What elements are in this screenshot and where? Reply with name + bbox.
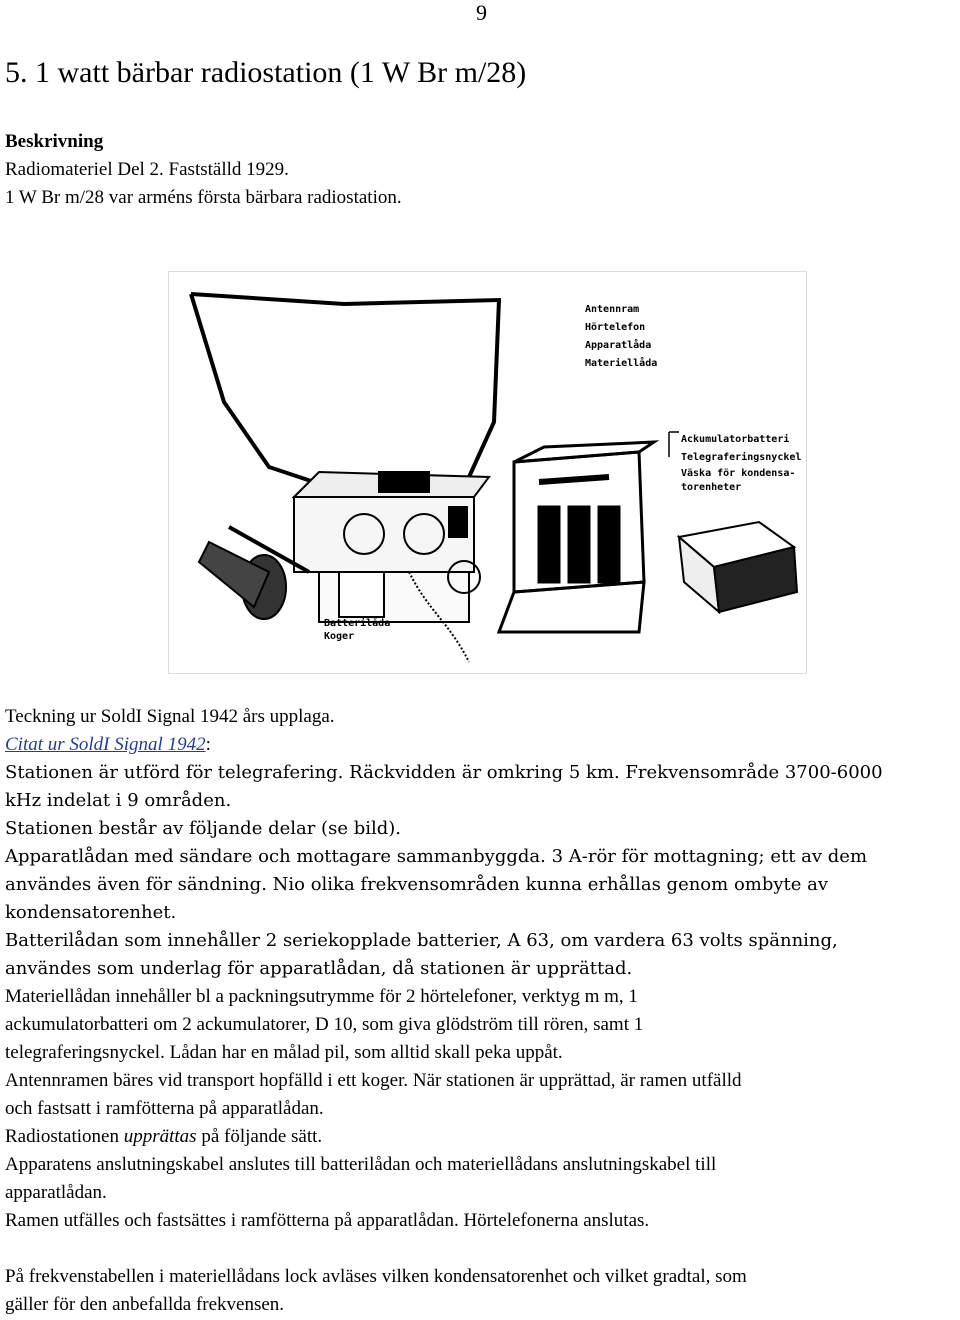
label-ackumulatorbatteri: Ackumulatorbatteri bbox=[681, 434, 790, 445]
citation-suffix: : bbox=[205, 734, 211, 755]
figure-labels-bottom bbox=[324, 616, 390, 642]
capacitor-bag-drawing bbox=[679, 522, 797, 612]
label-torenheter: torenheter bbox=[681, 482, 742, 493]
para-2: Stationen består av följande delar (se bild). bbox=[5, 818, 401, 839]
radio-station-drawing bbox=[169, 272, 806, 673]
description-line-1: Radiomateriel Del 2. Fastställd 1929. bbox=[5, 159, 289, 180]
para-6-a: Antennramen bäres vid transport hopfälld i ett koger. När stationen är upprättad, är ramen utfälld bbox=[5, 1070, 742, 1091]
para-3-c: kondensatorenhet. bbox=[5, 902, 177, 923]
para-5-b: ackumulatorbatteri om 2 ackumulatorer, D 10, som giva glödström till rören, samt 1 bbox=[5, 1014, 644, 1035]
label-koger: Koger bbox=[324, 631, 355, 642]
apparatus-box-drawing bbox=[294, 472, 489, 572]
para-10-a: På frekvenstabellen i materiellådans lock avläses vilken kondensatorenhet och vilket gradtal, som bbox=[5, 1266, 747, 1287]
para-5-c: telegraferingsnyckel. Lådan har en målad pil, som alltid skall peka uppåt. bbox=[5, 1042, 563, 1063]
para-1-a: Stationen är utförd för telegrafering. Räckvidden är omkring 5 km. Frekvensområde 3700-6000 bbox=[5, 762, 883, 783]
para-7-pre: Radiostationen bbox=[5, 1126, 124, 1147]
radio-station-illustration bbox=[168, 271, 807, 674]
para-8-b: apparatlådan. bbox=[5, 1182, 107, 1203]
page-number: 9 bbox=[476, 0, 487, 25]
label-telegraferingsnyckel: Telegraferingsnyckel bbox=[681, 452, 802, 463]
spacer bbox=[5, 1235, 955, 1263]
para-6-b: och fastsatt i ramfötterna på apparatlådan. bbox=[5, 1098, 324, 1119]
label-leader-lines bbox=[669, 432, 679, 457]
para-7 bbox=[5, 1123, 955, 1151]
para-7-em: upprättas bbox=[123, 1126, 197, 1147]
figure-labels-top bbox=[585, 304, 657, 369]
para-7-post: på följande sätt. bbox=[196, 1126, 323, 1147]
para-3-b: användes även för sändning. Nio olika frekvensområden kunna erhållas genom ombyte av bbox=[5, 874, 829, 895]
figure-labels-right bbox=[681, 433, 801, 493]
para-3-a: Apparatlådan med sändare och mottagare sammanbyggda. 3 A-rör för mottagning; ett av dem bbox=[5, 846, 868, 867]
label-hortelefon: Hörtelefon bbox=[585, 322, 646, 333]
material-box-drawing bbox=[499, 442, 654, 632]
text-body bbox=[5, 703, 955, 1319]
page-title: 5. 1 watt bärbar radiostation (1 W Br m/28) bbox=[5, 56, 527, 89]
para-8-a: Apparatens anslutningskabel anslutes till batterilådan och materiellådans anslutningskabel till bbox=[5, 1154, 717, 1175]
label-batterilada: Batterilåda bbox=[324, 618, 391, 629]
citation-line bbox=[5, 731, 955, 759]
figure-caption: Teckning ur SoldI Signal 1942 års upplaga. bbox=[5, 706, 335, 727]
para-1-b: kHz indelat i 9 områden. bbox=[5, 790, 232, 811]
description-heading: Beskrivning bbox=[5, 131, 104, 152]
label-antennram: Antennram bbox=[585, 304, 640, 315]
para-4-b: användes som underlag för apparatlådan, då stationen är upprättad. bbox=[5, 958, 633, 979]
label-materiellada: Materiellåda bbox=[585, 358, 658, 369]
quiver-drawing bbox=[199, 527, 309, 619]
para-4-a: Batterilådan som innehåller 2 seriekopplade batterier, A 63, om vardera 63 volts spänning, bbox=[5, 930, 838, 951]
label-vaska-kondensa: Väska för kondensa- bbox=[681, 468, 796, 479]
description-line-2: 1 W Br m/28 var arméns första bärbara radiostation. bbox=[5, 187, 402, 208]
para-5-a: Materiellådan innehåller bl a packningsutrymme för 2 hörtelefoner, verktyg m m, 1 bbox=[5, 986, 638, 1007]
label-apparatlada: Apparatlåda bbox=[585, 340, 652, 351]
citation-link[interactable]: Citat ur SoldI Signal 1942 bbox=[5, 734, 206, 755]
description-block bbox=[5, 128, 955, 212]
para-10-b: gäller för den anbefallda frekvensen. bbox=[5, 1294, 285, 1315]
para-9: Ramen utfälles och fastsättes i ramfötterna på apparatlådan. Hörtelefonerna anslutas. bbox=[5, 1210, 650, 1231]
